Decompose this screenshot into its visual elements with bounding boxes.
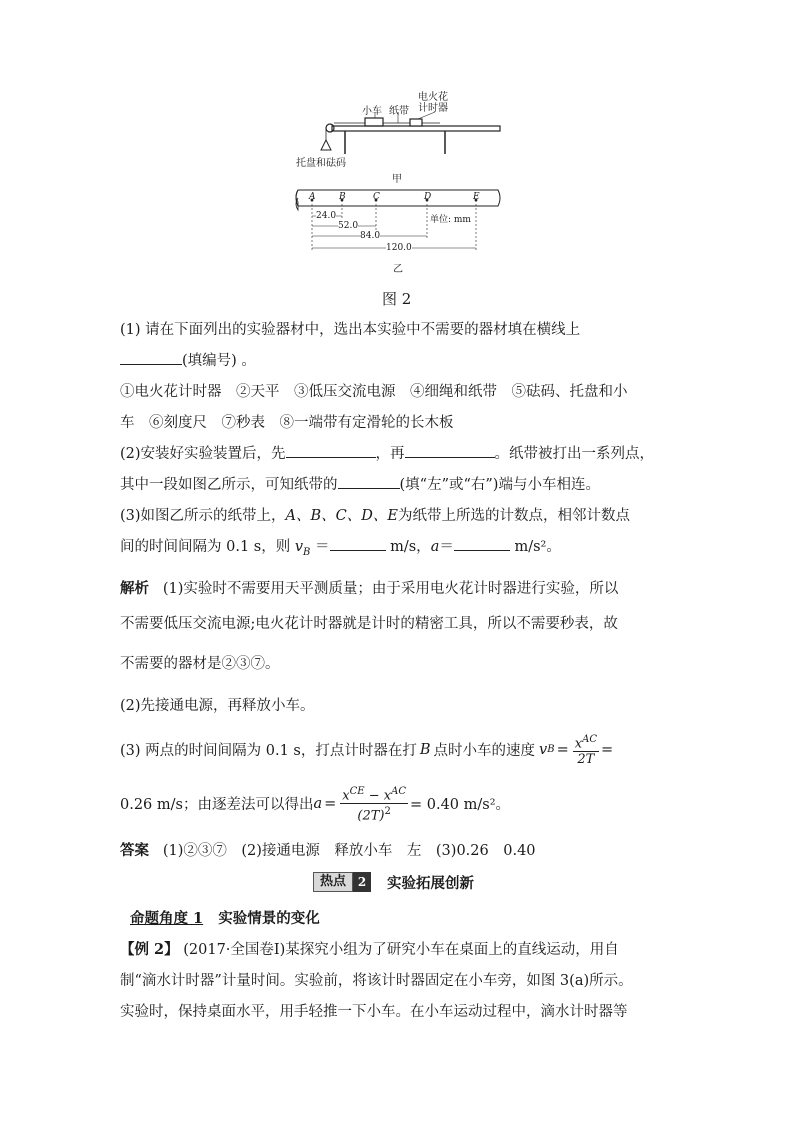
analysis-p3c: 点时小车的速度 bbox=[433, 743, 536, 760]
example-line3: 实验时，保持桌面水平，用手轻推一下小车。在小车运动过程中，滴水计时器等 bbox=[120, 1004, 628, 1020]
fraction-vb bbox=[573, 732, 599, 767]
point-d: D bbox=[424, 192, 432, 202]
caption-a: 甲 bbox=[392, 174, 402, 185]
analysis-p4-a: a bbox=[313, 795, 323, 812]
analysis-p2: (2)先接通电源，再释放小车。 bbox=[120, 698, 315, 714]
analysis-vb-sub: B bbox=[547, 744, 555, 756]
dist-ad: 84.0 bbox=[360, 231, 381, 241]
angle-title: 实验情景的变化 bbox=[218, 910, 320, 927]
frac2-minus: − bbox=[364, 788, 384, 804]
q3-vb-sub: B bbox=[303, 546, 311, 558]
dist-ac: 52.0 bbox=[338, 221, 359, 231]
analysis-eq-end: = bbox=[600, 741, 614, 758]
frac2-num-b: x bbox=[383, 788, 392, 804]
timer-label: 电火花计时器 bbox=[418, 92, 448, 114]
q1-line1: (1) 请在下面列出的实验器材中，选出本实验中不需要的器材填在横线上 bbox=[120, 322, 581, 338]
analysis-p1b: 不需要低压交流电源;电火花计时器就是计时的精密工具，所以不需要秒表，故 bbox=[120, 616, 618, 632]
unit-label: 单位: mm bbox=[430, 215, 471, 225]
q1-line4: 车 ⑥刻度尺 ⑦秒表 ⑧一端带有定滑轮的长木板 bbox=[120, 415, 454, 431]
analysis-p4 bbox=[120, 784, 510, 824]
hotspot-title: 实验拓展创新 bbox=[387, 874, 475, 892]
analysis-eq: = bbox=[556, 741, 569, 758]
example-line1 bbox=[120, 938, 619, 959]
q3-blank-vb[interactable] bbox=[330, 536, 386, 551]
q2-line1 bbox=[120, 442, 654, 463]
answer-label: 答案 bbox=[120, 842, 149, 859]
point-a: A bbox=[309, 192, 316, 202]
frac1-den: 2T bbox=[577, 752, 595, 768]
analysis-vb: v bbox=[539, 741, 548, 758]
frac2-num-b-sup: AC bbox=[391, 786, 406, 797]
analysis-p4b: = 0.40 m/s²。 bbox=[409, 797, 511, 814]
q3-points: A、B、C、D、E bbox=[285, 508, 398, 524]
dist-ab: 24.0 bbox=[316, 211, 337, 221]
point-c: C bbox=[373, 192, 380, 202]
answer-line bbox=[120, 839, 536, 860]
analysis-p1a-text: (1)实验时不需要用天平测质量；由于采用电火花计时器进行实验，所以 bbox=[162, 581, 619, 597]
q2-blank-1[interactable] bbox=[286, 443, 376, 458]
q2-text-e: (填“左”或“右”)端与小车相连。 bbox=[399, 477, 600, 493]
figure-caption: 图 2 bbox=[382, 290, 412, 308]
fraction-a bbox=[340, 784, 408, 824]
q3-vb: v bbox=[294, 539, 304, 555]
point-e: E bbox=[473, 192, 480, 202]
tape-label: 纸带 bbox=[389, 106, 409, 117]
q3-eq2: ＝ bbox=[439, 539, 454, 555]
tray-label: 托盘和砝码 bbox=[296, 158, 346, 169]
answer-text: (1)②③⑦ (2)接通电源 释放小车 左 (3)0.26 0.40 bbox=[162, 843, 536, 859]
q3-eq: ＝ bbox=[315, 539, 330, 555]
frac1-num-sup: AC bbox=[582, 734, 597, 745]
q2-text-a: (2)安装好实验装置后，先 bbox=[120, 446, 286, 462]
q3-text-a: (3)如图乙所示的纸带上， bbox=[120, 508, 286, 524]
hotspot-header bbox=[313, 872, 474, 892]
analysis-label: 解析 bbox=[120, 580, 149, 597]
q3-unit1: m/s， bbox=[390, 539, 431, 555]
caption-b: 乙 bbox=[393, 264, 403, 275]
q3-line1 bbox=[120, 504, 630, 525]
dist-ae: 120.0 bbox=[386, 243, 412, 253]
analysis-p1c: 不需要的器材是②③⑦。 bbox=[120, 656, 280, 672]
q3-text-c: 间的时间间隔为 0.1 s，则 bbox=[120, 539, 291, 555]
analysis-p3 bbox=[120, 732, 613, 767]
frac2-num-a: x bbox=[342, 788, 350, 804]
figure-2 bbox=[290, 92, 510, 312]
analysis-p3b: B bbox=[419, 741, 431, 758]
frac2-num-a-sup: CE bbox=[349, 786, 365, 797]
hotspot-box: 热点 bbox=[313, 872, 353, 892]
q2-blank-3[interactable] bbox=[338, 474, 400, 489]
hotspot-number: 2 bbox=[353, 872, 371, 892]
example-line2: 制“滴水计时器”计量时间。实验前，将该计时器固定在小车旁，如图 3(a)所示。 bbox=[120, 973, 633, 989]
analysis-p4-eq: = bbox=[324, 795, 337, 812]
angle-heading bbox=[130, 907, 320, 928]
q3-line2 bbox=[120, 535, 561, 558]
point-b: B bbox=[339, 192, 346, 202]
q2-text-c: 。纸带被打出一系列点， bbox=[494, 446, 655, 462]
q3-a: a bbox=[430, 539, 440, 555]
example-tag: 【例 2】 bbox=[120, 941, 179, 958]
example-line1-text: (2017·全国卷Ⅰ)某探究小组为了研究小车在桌面上的直线运动，用自 bbox=[183, 942, 619, 958]
frac2-den-sup: 2 bbox=[384, 806, 391, 818]
cart-label: 小车 bbox=[362, 106, 382, 117]
analysis-p4a: 0.26 m/s；由逐差法可以得出 bbox=[120, 797, 314, 814]
q2-text-d: 其中一段如图乙所示，可知纸带的 bbox=[120, 477, 338, 493]
q2-text-b: ，再 bbox=[375, 446, 405, 462]
q3-blank-a[interactable] bbox=[454, 536, 510, 551]
analysis-p3a: (3) 两点的时间间隔为 0.1 s，打点计时器在打 bbox=[120, 743, 417, 760]
q1-line2-text: (填编号) 。 bbox=[182, 353, 256, 369]
q3-text-b: 为纸带上所选的计数点，相邻计数点 bbox=[397, 508, 630, 524]
angle-label: 命题角度 1 bbox=[130, 910, 204, 927]
q1-blank[interactable] bbox=[120, 350, 182, 365]
analysis-p1a bbox=[120, 577, 618, 598]
q1-line2 bbox=[120, 349, 256, 370]
q2-line2 bbox=[120, 473, 600, 494]
q1-line3: ①电火花计时器 ②天平 ③低压交流电源 ④细绳和纸带 ⑤砝码、托盘和小 bbox=[120, 384, 628, 400]
frac2-den: (2T) bbox=[357, 808, 385, 824]
frac1-num: x bbox=[574, 736, 583, 752]
q3-unit2: m/s²。 bbox=[514, 539, 561, 555]
q2-blank-2[interactable] bbox=[405, 443, 495, 458]
